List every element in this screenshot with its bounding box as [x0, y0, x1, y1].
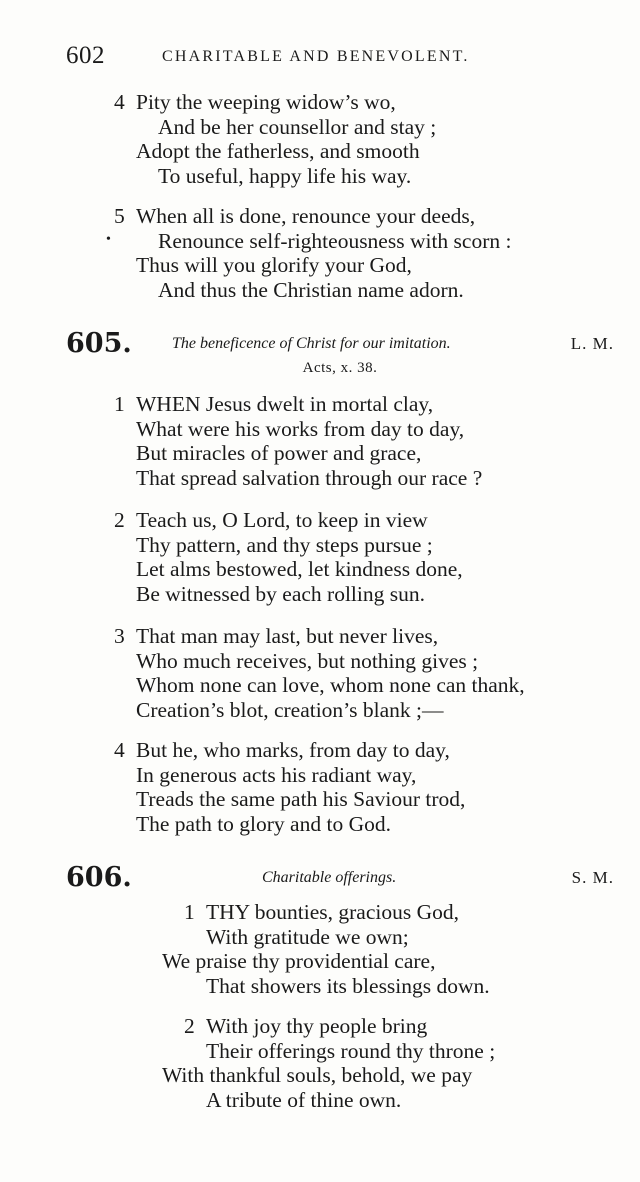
verse-line: Let alms bestowed, let kindness done, — [136, 557, 463, 581]
hymn-605-header — [66, 328, 614, 362]
page-number: 602 — [66, 42, 105, 69]
verse-line: That spread salvation through our race ? — [136, 465, 483, 490]
verse-line: A tribute of thine own. — [206, 1087, 402, 1112]
hymn-number: 606. — [66, 862, 132, 893]
continued-stanza-5 — [114, 204, 512, 302]
verse-line: Whom none can love, whom none can thank, — [136, 673, 525, 697]
verse-line: Adopt the fatherless, and smooth — [136, 139, 420, 163]
verse-line: Pity the weeping widow’s wo, — [136, 90, 396, 114]
verse-line: With gratitude we own; — [206, 924, 409, 949]
verse-line: Treads the same path his Saviour trod, — [136, 787, 466, 811]
hymn-605-stanza-2 — [114, 508, 463, 606]
verse-line: We praise thy providential care, — [162, 949, 436, 973]
verse-line: But miracles of power and grace, — [136, 441, 422, 465]
verse-line: And be her counsellor and stay ; — [158, 114, 437, 139]
stanza-number: 1 — [184, 900, 195, 924]
verse-line: And thus the Christian name adorn. — [158, 277, 464, 302]
stanza-number: 3 — [114, 624, 125, 648]
verse-line: Be witnessed by each rolling sun. — [136, 581, 426, 606]
stanza-number: 2 — [114, 508, 125, 532]
verse-line: When all is done, renounce your deeds, — [136, 204, 476, 228]
hymn-subject: Charitable offerings. — [262, 869, 397, 886]
scripture-reference-row — [66, 360, 614, 380]
stanza-number: 5 — [114, 204, 125, 228]
verse-line: That man may last, but never lives, — [136, 624, 439, 648]
verse-line: Their offerings round thy throne ; — [206, 1038, 496, 1063]
verse-line: Creation’s blot, creation’s blank ;— — [136, 697, 444, 722]
verse-line: But he, who marks, from day to day, — [136, 738, 450, 762]
hymn-605-stanza-1 — [114, 392, 483, 490]
verse-line: Thus will you glorify your God, — [136, 253, 412, 277]
verse-line: Renounce self-righteousness with scorn : — [158, 228, 512, 253]
verse-line: THY bounties, gracious God, — [206, 900, 459, 924]
verse-line: In generous acts his radiant way, — [136, 762, 417, 787]
stanza-number: 2 — [184, 1014, 195, 1038]
scripture-reference: Acts, x. 38. — [302, 360, 378, 376]
verse-line: With joy thy people bring — [206, 1014, 428, 1038]
verse-line: To useful, happy life his way. — [158, 163, 412, 188]
stanza-number: 4 — [114, 738, 125, 762]
running-title: CHARITABLE AND BENEVOLENT. — [162, 48, 470, 65]
running-head — [66, 42, 546, 72]
hymn-606-stanza-1 — [162, 900, 490, 998]
stanza-number: 4 — [114, 90, 125, 114]
hymn-605-stanza-3 — [114, 624, 525, 722]
hymn-subject: The beneficence of Christ for our imitation. — [172, 335, 451, 352]
hymn-605-stanza-4 — [114, 738, 466, 836]
verse-line: Teach us, O Lord, to keep in view — [136, 508, 428, 532]
verse-line: That showers its blessings down. — [206, 973, 490, 998]
verse-line: What were his works from day to day, — [136, 416, 465, 441]
verse-line: WHEN Jesus dwelt in mortal clay, — [136, 392, 434, 416]
verse-line: The path to glory and to God. — [136, 811, 391, 836]
hymn-606-header — [66, 862, 614, 896]
verse-line: Thy pattern, and thy steps pursue ; — [136, 532, 433, 557]
verse-line: With thankful souls, behold, we pay — [162, 1063, 473, 1087]
hymn-meter: L. M. — [570, 334, 614, 353]
margin-mark: • — [106, 232, 111, 247]
stanza-number: 1 — [114, 392, 125, 416]
hymn-number: 605. — [66, 328, 132, 359]
continued-stanza-4 — [114, 90, 437, 188]
hymn-meter: S. M. — [571, 868, 614, 887]
hymn-606-stanza-2 — [162, 1014, 496, 1112]
verse-line: Who much receives, but nothing gives ; — [136, 648, 479, 673]
